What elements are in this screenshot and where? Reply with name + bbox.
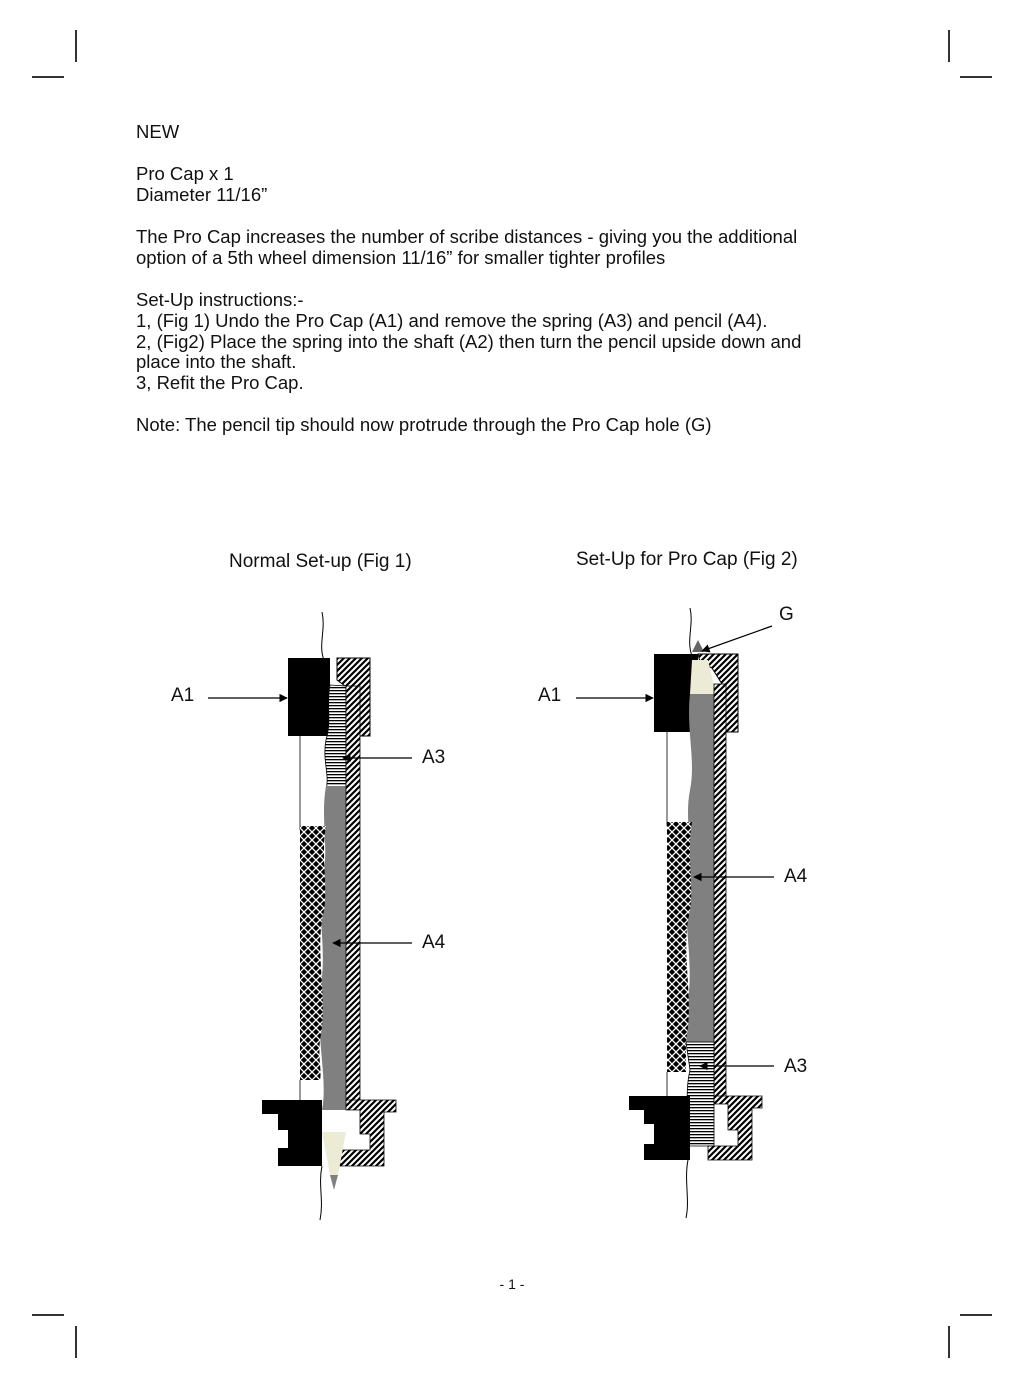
fig2-pencil-lead (692, 640, 704, 652)
figure-2-pro-cap-setup (576, 608, 774, 1218)
setup-heading: Set-Up instructions:- (136, 289, 304, 310)
heading-new: NEW (136, 121, 180, 142)
setup-step-1: 1, (Fig 1) Undo the Pro Cap (A1) and remove the spring (A3) and pencil (A4). (136, 310, 768, 331)
fig2-break-line-bottom (686, 1160, 688, 1218)
fig1-label-a4: A4 (422, 932, 446, 953)
fig1-base-wall (340, 1100, 396, 1166)
fig2-label-a4: A4 (784, 866, 808, 887)
fig2-base-wall (708, 1096, 762, 1160)
description-line-2: option of a 5th wheel dimension 11/16” for smaller tighter profiles (136, 247, 666, 268)
item-line-1: Pro Cap x 1 (136, 163, 234, 184)
fig2-spring (686, 1042, 714, 1146)
fig2-break-line-top (690, 608, 692, 656)
item-line-2: Diameter 11/16” (136, 184, 268, 205)
fig1-label-a3: A3 (422, 747, 446, 768)
fig2-label-a3: A3 (784, 1056, 808, 1077)
note: Note: The pencil tip should now protrude through the Pro Cap hole (G) (136, 414, 712, 435)
setup-step-2: 2, (Fig2) Place the spring into the shaft (A2) then turn the pencil upside down and (136, 331, 802, 352)
page-number: - 1 - (499, 1276, 525, 1292)
setup-step-2-cont: place into the shaft. (136, 351, 297, 372)
fig2-base (629, 1096, 690, 1160)
fig1-shaft-wall (346, 686, 360, 1101)
fig2-label-g: G (779, 604, 794, 625)
fig2-shaft-wall (714, 684, 726, 1098)
figure-2-caption: Set-Up for Pro Cap (Fig 2) (576, 549, 798, 570)
figure-1-normal-setup (208, 612, 412, 1220)
figure-1-caption: Normal Set-up (Fig 1) (229, 551, 412, 572)
description-line-1: The Pro Cap increases the number of scribe distances - giving you the additional (136, 226, 798, 247)
fig1-label-a1: A1 (171, 685, 195, 706)
fig1-cap-body (288, 658, 330, 736)
fig1-break-line-top (322, 612, 324, 660)
setup-step-3: 3, Refit the Pro Cap. (136, 372, 304, 393)
fig2-label-a1: A1 (538, 685, 562, 706)
fig1-base (262, 1100, 322, 1166)
fig1-break-line-bottom (320, 1166, 322, 1220)
